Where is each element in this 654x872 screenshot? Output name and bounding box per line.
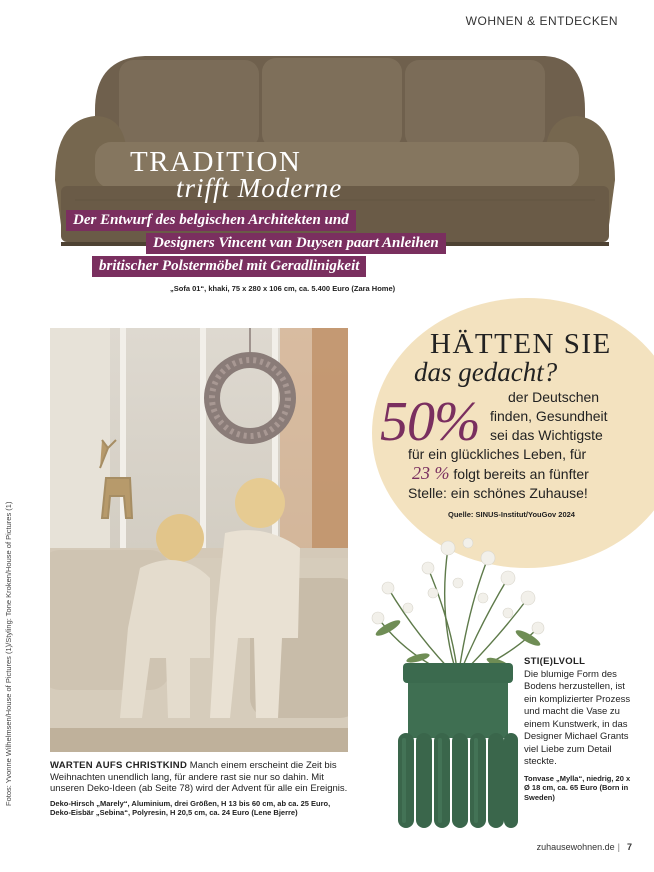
headline-line-2: trifft Moderne (176, 173, 343, 203)
quiz-line-1: der Deutschen (508, 389, 600, 405)
photo-caption (50, 760, 350, 818)
feature-deck (66, 210, 526, 279)
headline-line-1: TRADITION (130, 146, 302, 178)
photo-credit: Fotos: Yvonne Wilhelmsen/House of Pictures (1)/Styling: Tone Kroken/House of Pictures (1) (4, 501, 13, 806)
footer-separator: | (617, 842, 620, 852)
footer-site: zuhausewohnen.de (536, 842, 615, 852)
vase-text: Die blumige Form des Bodens herzustellen, ist ein komplizierter Prozess und macht die Vase zu einem Kunstwerk, in das Designer Michael Grants viel Liebe zum Detail steckte. (524, 668, 631, 767)
photo-product-info: Deko-Hirsch „Marely“, Aluminium, drei Größen, H 13 bis 60 cm, ab ca. 25 Euro, Deko-Eisbär „Sebina“, Polyresin, H 20,5 cm, ca. 24 Euro (Lene Bjerre) (50, 798, 331, 817)
vase-product-info: Tonvase „Mylla“, niedrig, 20 x Ø 18 cm, ca. 65 Euro (Born in Sweden) (524, 773, 631, 802)
vase-caption (524, 656, 636, 802)
christmas-photo (50, 328, 348, 752)
quiz-line-3: sei das Wichtigste (490, 427, 603, 443)
vase-kicker: STI(E)LVOLL (524, 656, 586, 667)
quiz-highlight: 23 % (412, 463, 450, 483)
quiz-line-4: für ein glückliches Leben, für (408, 446, 587, 462)
quiz-title-line-2: das gedacht? (414, 357, 558, 387)
page-number: 7 (626, 842, 632, 852)
quiz-text (408, 388, 628, 503)
quiz-line-5 (412, 464, 628, 484)
deck-line-2: Designers Vincent van Duysen paart Anleihen (146, 233, 446, 254)
quiz-line-2: finden, Gesundheit (490, 408, 608, 424)
sofa-caption: „Sofa 01“, khaki, 75 x 280 x 106 cm, ca. 5.400 Euro (Zara Home) (170, 284, 396, 293)
section-header: WOHNEN & ENTDECKEN (465, 14, 618, 28)
photo-kicker: WARTEN AUFS CHRISTKIND (50, 760, 188, 771)
quiz-line-6: Stelle: ein schönes Zuhause! (408, 485, 588, 501)
quiz-source: Quelle: SINUS-Institut/YouGov 2024 (448, 510, 575, 519)
quiz-title-line-1: HÄTTEN SIE (430, 328, 612, 360)
page-footer (537, 842, 632, 852)
quiz-title (414, 328, 650, 388)
feature-headline (130, 146, 342, 204)
quiz-big-percent: 50% (380, 391, 480, 453)
photo-text: Manch einem erscheint die Zeit bis Weihnachten unendlich lang, für andere rast sie nur so dahin. Mit unseren Deko-Ideen (ab Seite 78) wird der Advent für alle ein Ereignis. (50, 760, 348, 794)
deck-line-1: Der Entwurf des belgischen Architekten und (66, 210, 356, 231)
quiz-line-5-rest: folgt bereits an fünfter (453, 466, 589, 482)
deck-line-3: britischer Polstermöbel mit Geradlinigkeit (92, 256, 366, 277)
